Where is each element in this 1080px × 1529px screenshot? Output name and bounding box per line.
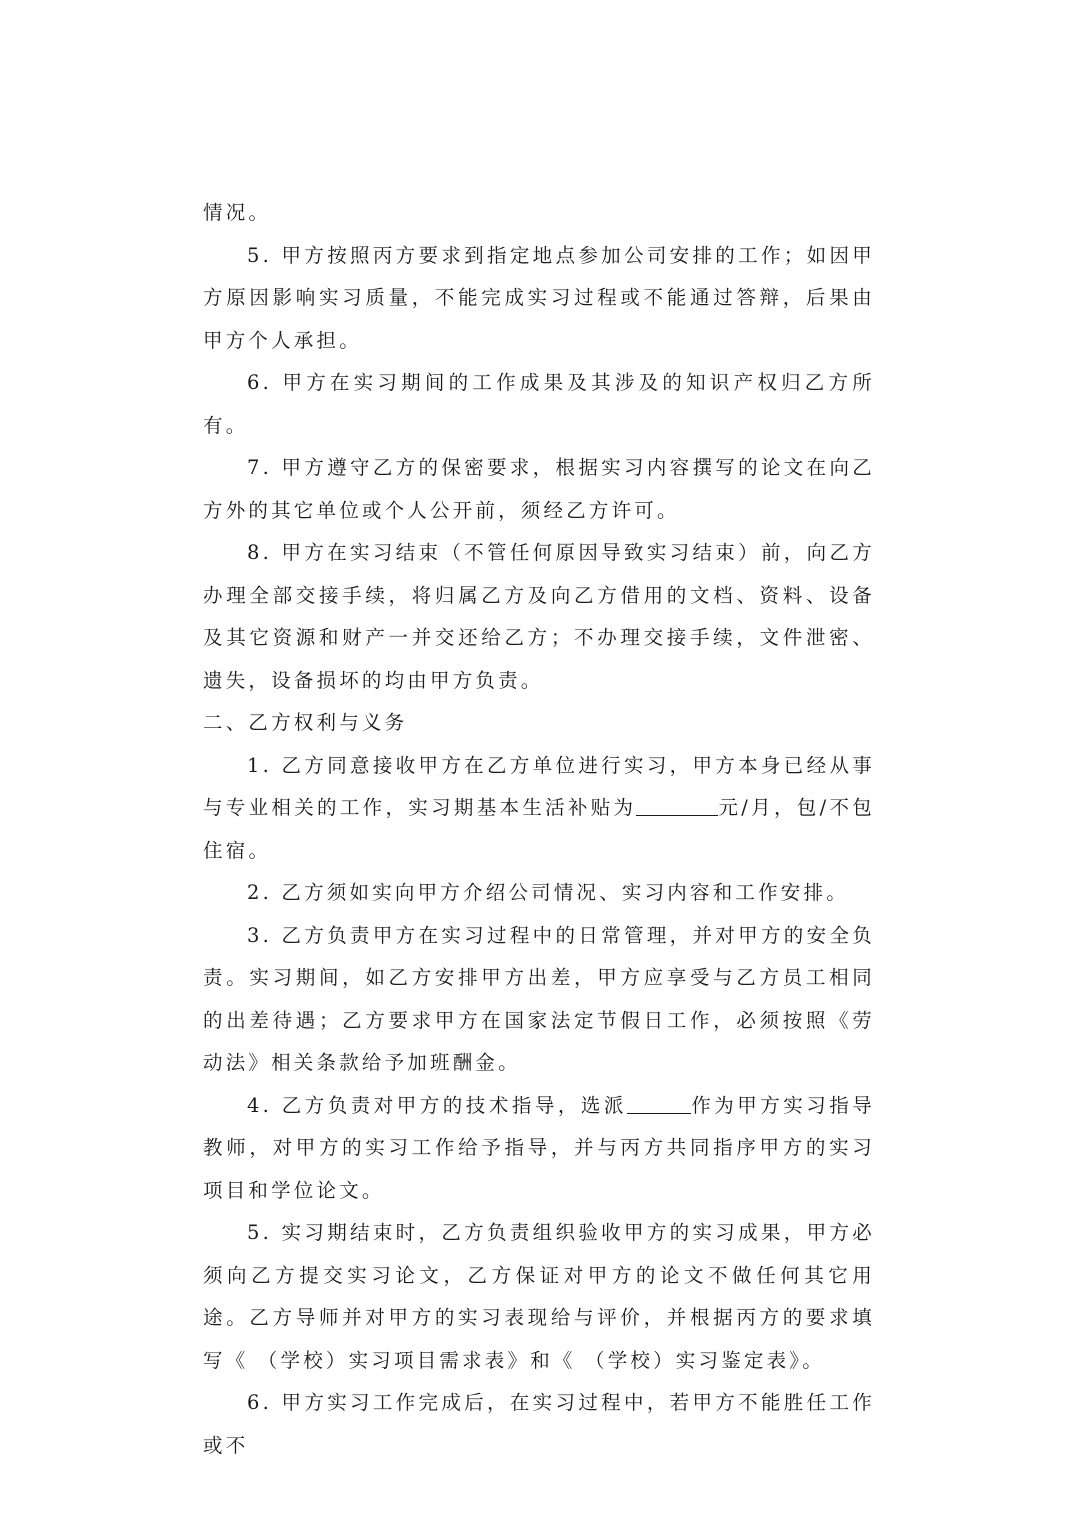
clause-2-1-text-after: 元/月，包/不包住宿。 [203,796,875,862]
clause-1-8: 8. 甲方在实习结束（不管任何原因导致实习结束）前，向乙方办理全部交接手续，将归属乙方及向乙方借用的文档、资料、设备及其它资源和财产一并交还给乙方；不办理交接手续，文件泄密、遗失，设备损坏的均由甲方负责。 [203,541,875,692]
clause-2-4-text-before: 4. 乙方负责对甲方的技术指导，选派 [247,1093,627,1117]
clause-1-6: 6. 甲方在实习期间的工作成果及其涉及的知识产权归乙方所有。 [203,371,875,437]
clause-1-7: 7. 甲方遵守乙方的保密要求，根据实习内容撰写的论文在向乙方外的其它单位或个人公开前，须经乙方许可。 [203,456,875,522]
section-2-heading: 二、乙方权利与义务 [203,711,408,734]
clause-2-5: 5. 实习期结束时，乙方负责组织验收甲方的实习成果，甲方必须向乙方提交实习论文，乙方保证对甲方的论文不做任何其它用途。乙方导师并对甲方的实习表现给与评价，并根据丙方的要求填写《 （学校）实习项目需求表》和《 （学校）实习鉴定表》。 [203,1221,875,1372]
document-page [203,192,875,1467]
clause-2-1-text-before: 1. 乙方同意接收甲方在乙方单位进行实习，甲方本身已经从事与专业相关的工作，实习期基本生活补贴为 [203,753,875,819]
clause-2-6: 6. 甲方实习工作完成后，在实习过程中，若甲方不能胜任工作或不 [203,1391,875,1457]
clause-2-3: 3. 乙方负责甲方在实习过程中的日常管理，并对甲方的安全负责。实习期间，如乙方安排甲方出差，甲方应享受与乙方员工相同的出差待遇；乙方要求甲方在国家法定节假日工作，必须按照《劳动法》相关条款给予加班酬金。 [203,923,875,1074]
mentor-blank-line [627,1093,691,1114]
clause-2-1 [203,745,875,873]
clause-2-4-text-after: 作为甲方实习指导教师，对甲方的实习工作给予指导，并与丙方共同指序甲方的实习项目和学位论文。 [203,1093,876,1202]
clause-1-5: 5. 甲方按照丙方要求到指定地点参加公司安排的工作；如因甲方原因影响实习质量，不能完成实习过程或不能通过答辩，后果由甲方个人承担。 [203,243,875,352]
clause-2-2: 2. 乙方须如实向甲方介绍公司情况、实习内容和工作安排。 [247,881,849,904]
paragraph-continuation: 情况。 [203,201,272,224]
clause-2-4 [203,1085,875,1213]
allowance-blank-line [636,795,718,816]
